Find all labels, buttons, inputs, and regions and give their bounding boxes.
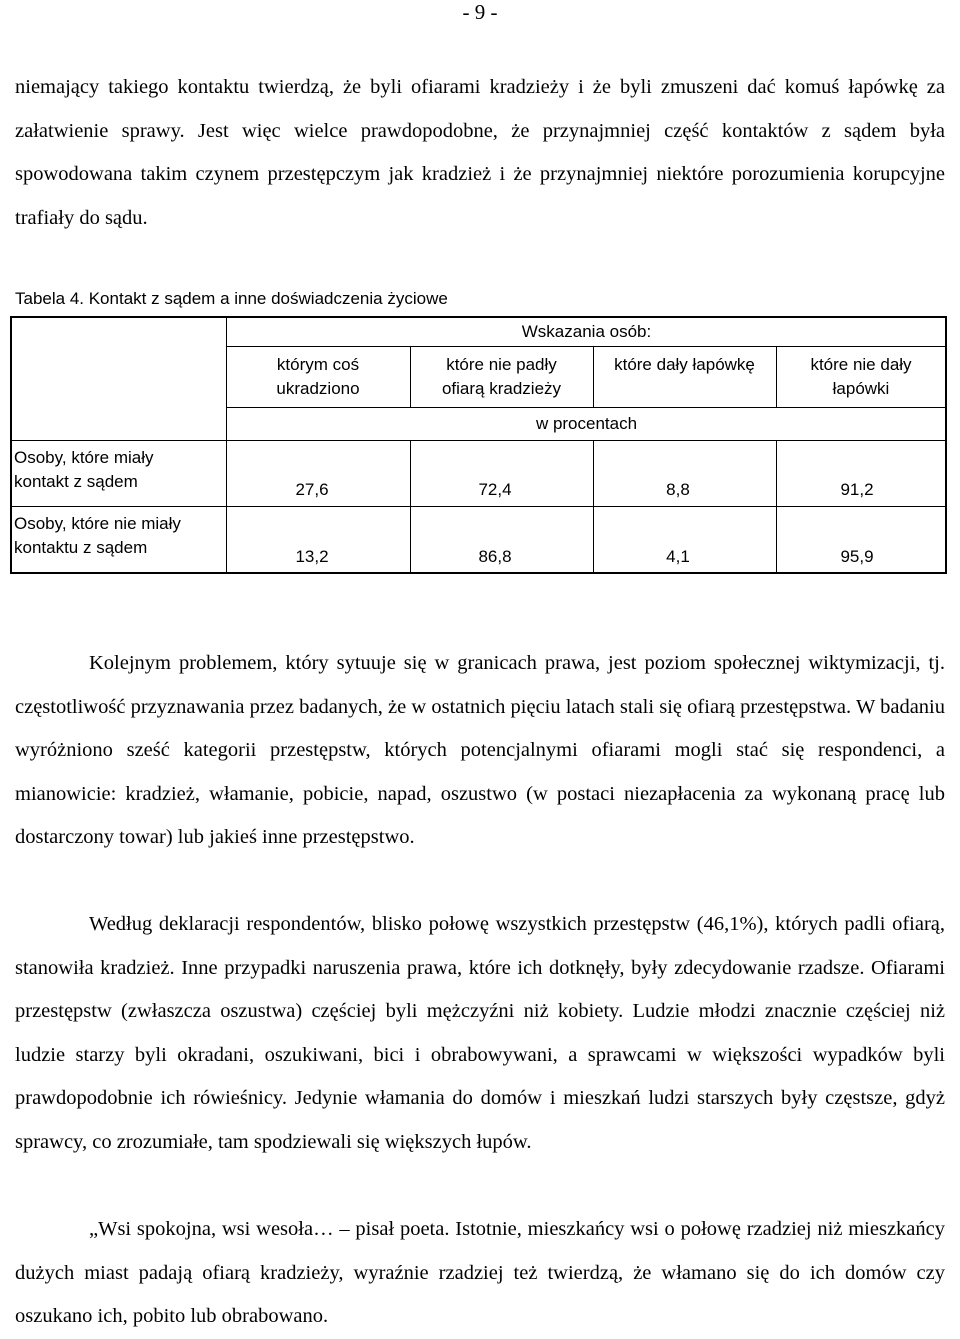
table-row-1-label bbox=[14, 446, 224, 494]
column-header-1 bbox=[226, 353, 410, 401]
table-row-1-value-3: 8,8 bbox=[666, 480, 690, 499]
table-border-left bbox=[10, 316, 12, 574]
table-row-1-value-1: 27,6 bbox=[295, 480, 329, 499]
column-header-2-line-2: ofiarą kradzieży bbox=[441, 379, 562, 398]
table-row-1-value-4: 91,2 bbox=[840, 480, 874, 499]
table-row-2-value-1: 13,2 bbox=[295, 547, 329, 566]
table-unit-label: w procentach bbox=[535, 414, 638, 433]
table-divider-column-headers bbox=[226, 407, 947, 408]
table-group-header: Wskazania osób: bbox=[521, 322, 652, 341]
paragraph-1: niemający takiego kontaktu twierdzą, że byli ofiarami kradzieży i że byli zmuszeni dać komuś łapówkę za załatwienie sprawy. Jest więc wielce prawdopodobne, że przynajmniej część kontaktów z sądem była spowodowana takim czynem przestępczym jak kradzież i że przynajmniej niektóre porozumienia korupcyjne trafiały do sądu. bbox=[15, 76, 945, 229]
table-divider-row-col-2 bbox=[593, 440, 594, 574]
table-divider-rows bbox=[10, 506, 947, 507]
column-header-3-line-1: które dały łapówkę bbox=[614, 355, 755, 374]
column-header-4 bbox=[776, 353, 946, 401]
table-border-top bbox=[10, 316, 947, 318]
table-row-2-label-line-2: kontaktu z sądem bbox=[14, 538, 148, 557]
table-divider-row-col-3 bbox=[776, 440, 777, 574]
table-caption: Tabela 4. Kontakt z sądem a inne doświadczenia życiowe bbox=[15, 289, 448, 308]
table-border-bottom bbox=[10, 572, 947, 574]
table-row-2-value-4: 95,9 bbox=[840, 547, 874, 566]
table-row-2-value-2: 86,8 bbox=[478, 547, 512, 566]
paragraph-4: „Wsi spokojna, wsi wesoła… – pisał poeta. Istotnie, mieszkańcy wsi o połowę rzadziej niż mieszkańcy dużych miast padają ofiarą kradzieży, wyraźnie rzadziej też twierdzą, że włamano się do ich domów czy oszukano ich, pobito lub obrabowano. bbox=[15, 1218, 945, 1328]
data-table bbox=[0, 0, 960, 620]
column-header-1-line-1: którym coś bbox=[276, 355, 360, 374]
table-divider-unit bbox=[10, 440, 947, 441]
column-header-2 bbox=[410, 353, 593, 401]
paragraph-3: Według deklaracji respondentów, blisko połowę wszystkich przestępstw (46,1%), których padli ofiarą, stanowiła kradzież. Inne przypadki naruszenia prawa, które ich dotknęły, były zdecydowanie rzadsze. Ofiarami przestępstw (zwłaszcza oszustwa) częściej byli mężczyźni niż kobiety. Ludzie młodzi znacznie częściej niż ludzie starzy byli okradani, oszukiwani, bici i obrabowywani, a sprawcami w większości wypadków byli prawdopodobnie ich rówieśnicy. Jedynie włamania do domów i mieszkań ludzi starszych były częstsze, gdyż sprawcy, co zrozumiałe, tam spodziewali się większych łupów. bbox=[15, 913, 945, 1153]
table-row-1-value-2: 72,4 bbox=[478, 480, 512, 499]
table-row-1-label-line-1: Osoby, które miały bbox=[14, 448, 154, 467]
column-header-4-line-2: łapówki bbox=[832, 379, 890, 398]
page-number: - 9 - bbox=[462, 0, 498, 24]
table-row-2-label-line-1: Osoby, które nie miały bbox=[14, 514, 181, 533]
column-header-4-line-1: które nie dały bbox=[810, 355, 912, 374]
column-header-3 bbox=[593, 353, 776, 377]
table-row-2-value-3: 4,1 bbox=[666, 547, 690, 566]
table-row-1-label-line-2: kontakt z sądem bbox=[14, 472, 138, 491]
table-divider-row-col-1 bbox=[410, 440, 411, 574]
table-row-2-label bbox=[14, 512, 224, 560]
column-header-1-line-2: ukradziono bbox=[276, 379, 360, 398]
table-divider-group-header bbox=[226, 346, 947, 347]
column-header-2-line-1: które nie padły bbox=[446, 355, 557, 374]
paragraph-2: Kolejnym problemem, który sytuuje się w granicach prawa, jest poziom społecznej wiktymizacji, tj. częstotliwość przyznawania przez badanych, że w ostatnich pięciu latach stali się ofiarą przestępstwa. W badaniu wyróżniono sześć kategorii przestępstw, których potencjalnymi ofiarami mogli stać się respondenci, a mianowicie: kradzież, włamanie, pobicie, napad, oszustwo (w postaci niezapłacenia za wykonaną pracę lub dostarczony towar) lub jakieś inne przestępstwo. bbox=[15, 652, 945, 849]
